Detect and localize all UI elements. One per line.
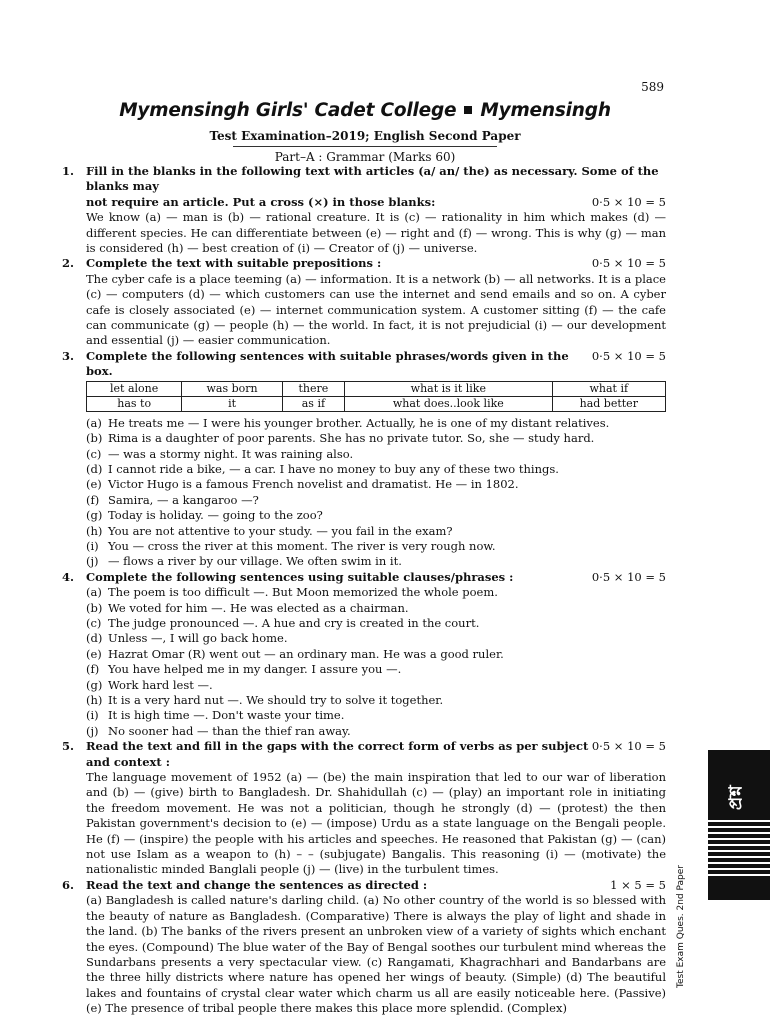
tab-stripe — [708, 856, 770, 858]
page-number: 589 — [641, 80, 664, 94]
item-label: (a) — [86, 585, 102, 600]
list-item — [86, 616, 666, 631]
item-text: — was a stormy night. It was raining also. — [108, 446, 354, 461]
item-label: (d) — [86, 461, 103, 476]
word-box-cell: had better — [552, 396, 665, 411]
list-item — [86, 662, 666, 677]
item-label: (i) — [86, 708, 99, 723]
item-text: Unless —, I will go back home. — [108, 631, 288, 646]
side-label-text: Test Exam Ques. 2nd Paper — [676, 865, 686, 988]
word-box-cell: it — [182, 396, 282, 411]
question-1-heading — [62, 164, 666, 210]
question-4-heading — [62, 570, 666, 585]
word-box-cell: there — [282, 381, 344, 396]
question-5-text: The language movement of 1952 (a) — (be) the main inspiration that led to our war of liberation and (b) — (give) birth to Bangladesh. Dr. Shahidullah (c) — (play) an important role in initiating the freedom movement. He was not a politician, though he strongly (d) — (protest) the then Pakistan government's decision to (e) — (impose) Urdu as a state language on the Bengali people. He (f) — (inspire) the people with his articles and speeches. He reasoned that Pakistan (g) — (can) not use Islam as a weapon to (h) – – (subjugate) Bangalis. This reasoning (i) — (motivate) the nationalistic minded Banglali people (j) — (live) in the turbulent times. — [86, 770, 666, 877]
question-number: 1. — [62, 164, 75, 178]
list-item — [86, 693, 666, 708]
question-number: 2. — [62, 256, 75, 271]
list-item — [86, 447, 666, 462]
tab-stripe — [708, 874, 770, 876]
list-item — [86, 431, 666, 446]
word-box-cell: let alone — [87, 381, 182, 396]
item-label: (g) — [86, 677, 103, 692]
question-3-marks: 0·5 × 10 = 5 — [591, 348, 666, 363]
item-text: We voted for him —. He was elected as a chairman. — [108, 600, 409, 615]
item-text: The poem is too difficult —. But Moon memorized the whole poem. — [108, 585, 498, 600]
side-tab-text: প্রশ্ন — [725, 785, 747, 811]
question-3-instruction: Complete the following sentences with suitable phrases/words given in the box. — [86, 348, 569, 379]
item-label: (h) — [86, 693, 103, 707]
page-title — [0, 100, 730, 121]
item-label: (h) — [86, 523, 103, 538]
word-box — [86, 381, 666, 412]
question-6-text: (a) Bangladesh is called nature's darling child. (a) No other country of the world is so blessed with the beauty of nature as Bangladesh. (Comparative) There is always the play of light and shade in the land. (b) The banks of the rivers present an unbroken view of a variety of sights which enchant the eyes. (Compound) The blue water of the Bay of Bengal soothes our turbulent mind whereas the Sundarbans presents a very spectacular view. (c) Rangamati, Khagrachhari and Bandarbans are the three hilly districts where nature has opened her wings of beauty. (Simple) (d) The beautiful lakes and fountains of crystal clear water which charm us all are easily noticeable here. (Passive) (e) The presence of tribal people there makes this place more splendid. (Complex) — [86, 893, 666, 1016]
list-item — [86, 508, 666, 523]
item-label: (i) — [86, 538, 99, 553]
item-label: (f) — [86, 492, 100, 507]
list-item — [86, 678, 666, 693]
list-item — [86, 477, 666, 492]
question-3-heading — [62, 349, 666, 380]
word-box-cell: was born — [182, 381, 282, 396]
item-label: (e) — [86, 477, 102, 492]
square-bullet-icon — [464, 106, 472, 114]
item-text: Work hard lest —. — [108, 677, 213, 692]
item-label: (d) — [86, 631, 103, 646]
list-item — [86, 601, 666, 616]
item-text: You have helped me in my danger. I assure you —. — [108, 662, 402, 677]
question-6-heading — [62, 878, 666, 893]
tab-stripe — [708, 826, 770, 828]
question-1-instruction-cont: not require an article. Put a cross (×) in those blanks: — [86, 194, 436, 209]
question-content — [62, 164, 666, 1017]
item-text: It is a very hard nut —. We should try to solve it together. — [108, 693, 444, 707]
item-text: — flows a river by our village. We often swim in it. — [108, 554, 402, 569]
item-text: It is high time —. Don't waste your time. — [108, 708, 345, 723]
word-box-cell: what if — [552, 381, 665, 396]
question-2-instruction: Complete the text with suitable prepositions : — [86, 256, 382, 271]
word-box-cell: what is it like — [345, 381, 553, 396]
item-label: (b) — [86, 600, 103, 615]
tab-stripe — [708, 868, 770, 870]
list-item — [86, 416, 666, 431]
item-text: You — cross the river at this moment. The river is very rough now. — [108, 538, 496, 553]
item-text: The judge pronounced —. A hue and cry is created in the court. — [108, 615, 480, 630]
exam-subtitle: Test Examination–2019; English Second Paper — [209, 129, 521, 143]
tab-stripe — [708, 832, 770, 834]
item-text: Samira, — a kangaroo —? — [108, 492, 259, 507]
item-text: Today is holiday. — going to the zoo? — [108, 508, 323, 523]
list-item — [86, 462, 666, 477]
question-2-heading — [62, 256, 666, 271]
word-box-cell: as if — [282, 396, 344, 411]
word-box-cell: has to — [87, 396, 182, 411]
question-6-marks: 1 × 5 = 5 — [610, 877, 666, 892]
item-label: (e) — [86, 646, 102, 661]
tab-stripe — [708, 862, 770, 864]
item-label: (c) — [86, 446, 102, 461]
question-number: 5. — [62, 739, 75, 754]
list-item — [86, 724, 666, 739]
question-1-instruction: Fill in the blanks in the following text with articles (a/ an/ the) as necessary. Some of the blanks may — [86, 164, 659, 194]
item-label: (b) — [86, 431, 103, 446]
question-5-heading — [62, 739, 666, 770]
tab-stripe — [708, 844, 770, 846]
question-number: 6. — [62, 877, 75, 892]
list-item — [86, 708, 666, 723]
question-2-text: The cyber cafe is a place teeming (a) — information. It is a network (b) — all networks. It is a place (c) — computers (d) — which customers can use the internet and send emails and so on. A cyber cafe is closely associated (e) — internet communication system. A customer sitting (f) — the cafe can communicate (g) — people (h) — the world. In fact, it is not prejudicial (i) — our development and essential (j) — easier communication. — [86, 271, 666, 348]
item-text: You are not attentive to your study. — you fail in the exam? — [108, 523, 453, 538]
item-text: Hazrat Omar (R) went out — an ordinary man. He was a good ruler. — [108, 646, 504, 661]
list-item — [86, 647, 666, 662]
item-label: (g) — [86, 508, 103, 523]
question-number: 4. — [62, 569, 75, 584]
word-box-cell: what does..look like — [345, 396, 553, 411]
list-item — [86, 631, 666, 646]
list-item — [86, 524, 666, 539]
list-item — [86, 585, 666, 600]
title-college: Mymensingh Girls' Cadet College — [119, 100, 457, 121]
question-3-items — [86, 416, 666, 570]
word-box-row — [87, 396, 666, 411]
question-4-items — [86, 585, 666, 739]
item-text: He treats me — I were his younger brother. Actually, he is one of my distant relatives. — [108, 415, 610, 430]
divider — [233, 146, 497, 147]
item-text: No sooner had — than the thief ran away. — [108, 723, 351, 738]
item-label: (c) — [86, 615, 102, 630]
item-text: Victor Hugo is a famous French novelist and dramatist. He — in 1802. — [108, 477, 519, 492]
list-item — [86, 493, 666, 508]
item-label: (f) — [86, 662, 100, 677]
item-label: (a) — [86, 415, 102, 430]
item-label: (j) — [86, 723, 99, 738]
side-vertical-label — [672, 860, 694, 990]
question-4-marks: 0·5 × 10 = 5 — [591, 569, 666, 584]
side-thumb-tab — [708, 750, 770, 900]
question-4-instruction: Complete the following sentences using suitable clauses/phrases : — [86, 569, 514, 584]
question-number: 3. — [62, 348, 75, 363]
question-5-marks: 0·5 × 10 = 5 — [591, 739, 666, 754]
question-2-marks: 0·5 × 10 = 5 — [591, 256, 666, 271]
item-text: Rima is a daughter of poor parents. She has no private tutor. So, she — study hard. — [108, 431, 595, 446]
question-5-instruction: Read the text and fill in the gaps with the correct form of verbs as per subject and context : — [86, 739, 589, 769]
question-1-marks: 0·5 × 10 = 5 — [591, 194, 666, 209]
tab-stripe — [708, 850, 770, 852]
tab-stripe — [708, 820, 770, 822]
part-heading: Part–A : Grammar (Marks 60) — [274, 150, 456, 164]
question-6-instruction: Read the text and change the sentences as directed : — [86, 877, 428, 892]
list-item — [86, 554, 666, 569]
word-box-row — [87, 381, 666, 396]
tab-stripe — [708, 838, 770, 840]
item-label: (j) — [86, 554, 99, 569]
list-item — [86, 539, 666, 554]
question-1-text: We know (a) — man is (b) — rational creature. It is (c) — rationality in him which makes (d) — different species. He can differentiate between (e) — right and (f) — wrong. This is why (g) — man is considered (h) — best creation of (i) — Creator of (j) — universe. — [86, 210, 666, 256]
title-city: Mymensingh — [480, 100, 611, 121]
item-text: I cannot ride a bike, — a car. I have no money to buy any of these two things. — [108, 461, 559, 476]
